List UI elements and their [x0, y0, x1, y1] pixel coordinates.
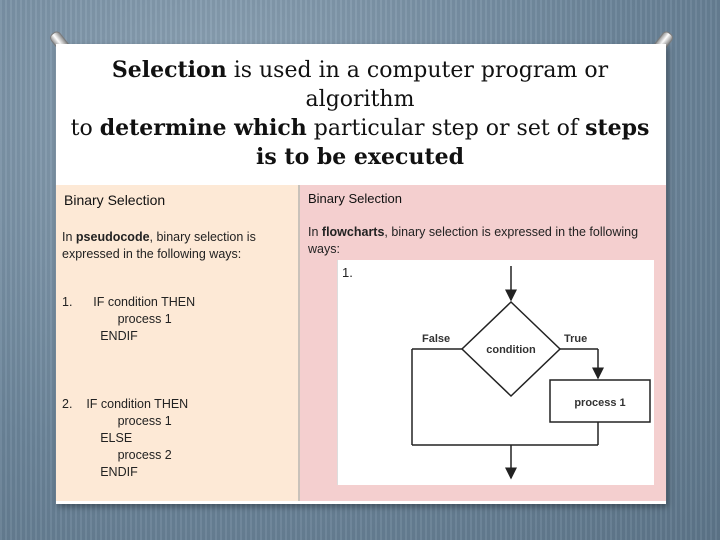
flowchart-number: 1.	[342, 265, 353, 280]
pseudocode-panel	[56, 185, 300, 501]
flowchart-heading: Binary Selection	[308, 191, 402, 206]
process-label: process 1	[574, 397, 626, 409]
decision-label: condition	[486, 344, 536, 356]
pseudocode-intro: In pseudocode, binary selection is expressed in the following ways:	[62, 230, 256, 261]
pseudocode-example-1: 1. IF condition THEN process 1 ENDIF	[62, 295, 196, 343]
false-label: False	[422, 333, 451, 345]
pseudocode-heading: Binary Selection	[64, 192, 166, 208]
flowchart-diagram	[337, 260, 654, 485]
pseudocode-example-2: 2. IF condition THEN process 1 ELSE process 2 ENDIF	[62, 397, 189, 479]
slide-title: Selection is used in a computer program or algorithm to determine which particular step or set of steps is to be executed	[70, 57, 650, 170]
flowchart-intro: In flowcharts, binary selection is expressed in the following ways:	[308, 225, 639, 256]
true-label: True	[564, 333, 588, 345]
